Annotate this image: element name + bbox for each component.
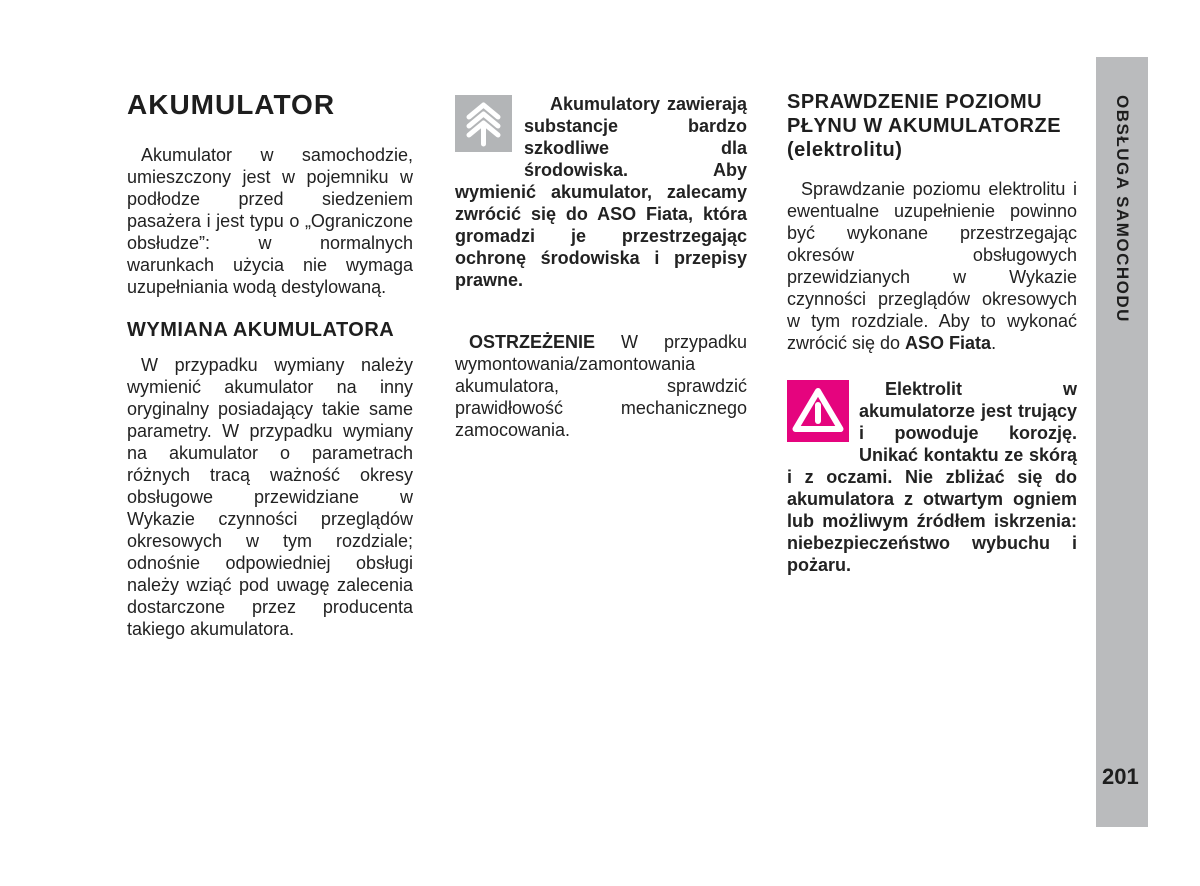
environment-note xyxy=(455,93,747,291)
electrolyte-paragraph-text: Sprawdzanie poziomu elektrolitu i ewentualne uzupełnienie powinno być wykonane przestrzegając okresów obsługowych przewidzianych w Wykazie czynności przeglądów okresowych w tym rozdziale. Aby to wykonać zwrócić się do xyxy=(787,179,1077,353)
caution-paragraph xyxy=(455,331,747,441)
caution-label: OSTRZEŻENIE xyxy=(469,332,596,352)
electrolyte-paragraph xyxy=(787,178,1077,354)
battery-replacement-heading: WYMIANA AKUMULATORA xyxy=(127,319,395,341)
environment-note-text: Akumulatory zawierają substancje bardzo szkodliwe dla środowiska. Aby wymienić akumulator, zalecamy zwrócić się do ASO Fiata, która gromadzi je przestrzegając ochronę środowiska i przepisy prawne. xyxy=(455,94,747,290)
electrolyte-paragraph-period: . xyxy=(991,333,997,353)
electrolyte-heading-line2: PŁYNU W AKUMULATORZE xyxy=(787,115,1062,137)
column-battery xyxy=(127,90,413,640)
caution-text: W przypadku wymontowania/zamontowania akumulatora, sprawdzić prawidłowość mechanicznego zamocowania. xyxy=(455,332,747,440)
chapter-tab-label: OBSŁUGA SAMOCHODU xyxy=(1113,95,1132,323)
column-environment-warning xyxy=(455,93,747,441)
electrolyte-heading xyxy=(787,90,1077,162)
danger-note xyxy=(787,378,1077,576)
electrolyte-heading-line3: (elektrolitu) xyxy=(787,139,903,161)
battery-intro-paragraph: Akumulator w samochodzie, umieszczony jest w pojemniku w podłodze przed siedzeniem pasażera i jest typu o „Ograniczone obsłudze”: w normalnych warunkach użycia nie wymaga uzupełniania wodą destylowaną. xyxy=(127,145,413,297)
page-number: 201 xyxy=(1102,764,1139,789)
danger-note-text: Elektrolit w akumulatorze jest trujący i powoduje korozję. Unikać kontaktu ze skórą i z oczami. Nie zbliżać się do akumulatora z otwartym ogniem lub możliwym źródłem iskrzenia: niebezpieczeństwo wybuchu i pożaru. xyxy=(787,379,1077,575)
electrolyte-heading-line1: SPRAWDZENIE POZIOMU xyxy=(787,91,1043,113)
column-electrolyte xyxy=(787,90,1077,576)
fir-tree-icon xyxy=(455,95,512,152)
battery-replacement-paragraph: W przypadku wymiany należy wymienić akumulator na inny oryginalny posiadający takie same parametry. W przypadku wymiany na akumulator o parametrach różnych tracą ważność okresy obsługowe przewidziane w Wykazie czynności przeglądów okresowych w tym rozdziale; odnośnie odpowiedniej obsługi należy wziąć pod uwagę zalecenia dostarczone przez producenta takiego akumulatora. xyxy=(127,355,413,639)
warning-triangle-icon xyxy=(787,380,849,442)
chapter-tab-label-wrap xyxy=(1096,95,1148,328)
aso-fiata-bold: ASO Fiata xyxy=(905,333,992,353)
page-title: AKUMULATOR xyxy=(127,89,336,120)
